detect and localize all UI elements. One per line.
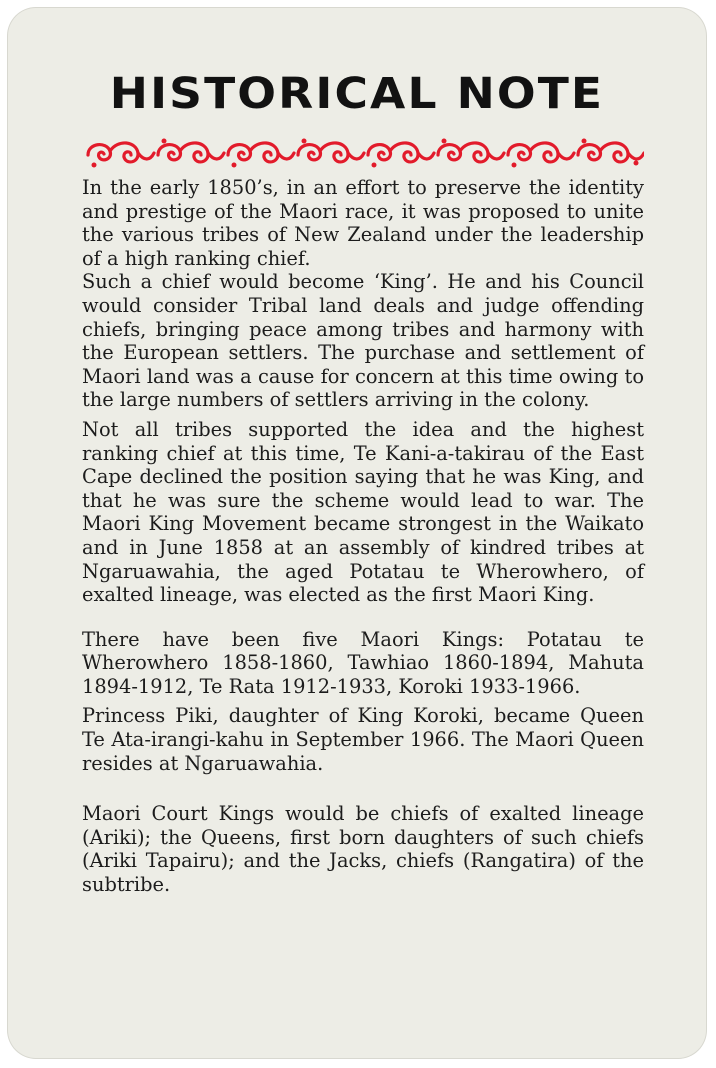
paragraph-movement: Not all tribes supported the idea and the highest ranking chief at this time, Te Kani-a-takirau of the East Cape declined the position saying that he was King, and that he was sure the scheme would lead to war. The Maori King Movement became strongest in the Waikato and in June 1858 at an assembly of kindred tribes at Ngaruawahia, the aged Potatau te Wherowhero, of exalted lineage, was elected as the first Maori King. [82,417,644,607]
historical-note-card [8,8,706,1058]
kowhaiwhai-ornament-icon [84,133,644,173]
paragraph-origin: In the early 1850’s, in an effort to preserve the identity and prestige of the Maori race, it was proposed to unite the various tribes of New Zealand under the leadership of a high ranking chief. [82,176,644,270]
card-title: HISTORICAL NOTE [109,69,605,119]
paragraph-king-role: Such a chief would become ‘King’. He and his Council would consider Tribal land deals and judge offending chiefs, bringing peace among tribes and harmony with the European settlers. The purchase and settlement of Maori land was a cause for concern at this time owing to the large numbers of settlers arriving in the colony. [82,270,644,412]
note-body [82,176,644,897]
paragraph-kings-list: There have been five Maori Kings: Potatau te Wherowhero 1858-1860, Tawhiao 1860-1894, Mahuta 1894-1912, Te Rata 1912-1933, Koroki 1933-1966. [82,627,644,698]
paragraph-queen: Princess Piki, daughter of King Koroki, became Queen Te Ata-irangi-kahu in September 1966. The Maori Queen resides at Ngaruawahia. [82,704,644,775]
paragraph-court-cards: Maori Court Kings would be chiefs of exalted lineage (Ariki); the Queens, first born daughters of such chiefs (Ariki Tapairu); and the Jacks, chiefs (Rangatira) of the subtribe. [82,802,644,897]
